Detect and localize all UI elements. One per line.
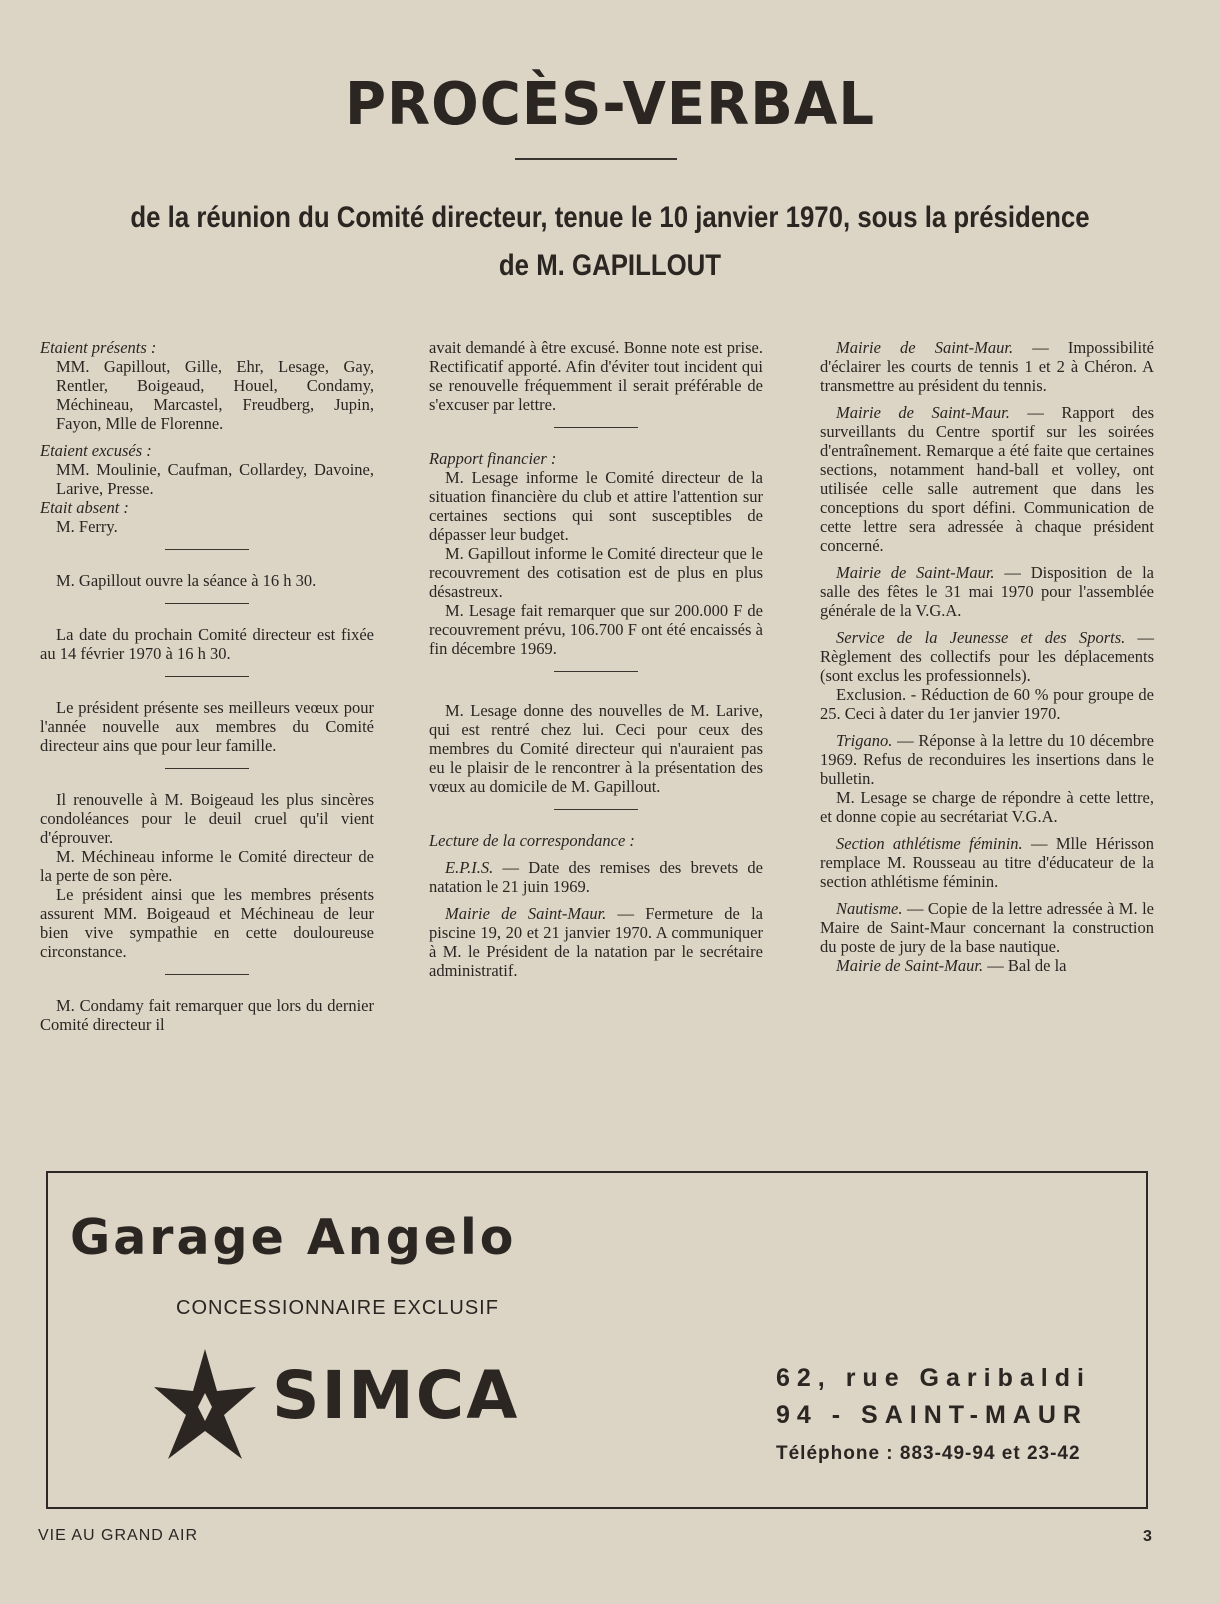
paragraph-condoleances-2: M. Méchineau informe le Comité directeur de la perte de son père. — [40, 847, 374, 885]
page-subtitle: de la réunion du Comité directeur, tenue le 10 janvier 1970, sous la présidence de M. GAPILLOUT — [130, 201, 1090, 282]
footer-publication: VIE AU GRAND AIR — [38, 1527, 199, 1544]
paragraph-ouverture: M. Gapillout ouvre la séance à 16 h 30. — [56, 571, 317, 590]
absent-heading: Etait absent : — [40, 498, 129, 517]
paragraph-rapport-1: M. Lesage informe le Comité directeur de la situation financière du club et attire l'attention sur certaines sections qui sont susceptibles de dépasser leur budget. — [429, 468, 763, 544]
item-mairie-tennis: Mairie de Saint-Maur. — Impossibilité d'éclairer les courts de tennis 1 et 2 à Chéron. A transmettre au président du tennis. — [820, 338, 1154, 395]
paragraph-voeux: Le président présente ses meilleurs veœux pour l'année nouvelle aux membres du Comité directeur ains que pour leur famille. — [40, 698, 374, 755]
section-divider — [165, 549, 249, 550]
paragraph-rapport-3: M. Lesage fait remarquer que sur 200.000 F de recouvrement prévu, 106.700 F ont été encaissés à fin décembre 1969. — [429, 601, 763, 658]
paragraph-larive: M. Lesage donne des nouvelles de M. Larive, qui est rentré chez lui. Ceci pour ceux des membres du Comité directeur qui n'auraient pas eu le plaisir de le rencontrer à la présentation des vœux au domicile de M. Gapillout. — [429, 701, 763, 796]
paragraph-excuse-suite: avait demandé à être excusé. Bonne note est prise. Rectificatif apporté. Afin d'éviter tout incident qui se renouvelle fréquemment il serait préférable de s'excuser par lettre. — [429, 338, 763, 414]
garage-advertisement — [46, 1171, 1148, 1509]
item-mairie-bal: Mairie de Saint-Maur. — Bal de la — [836, 956, 1067, 975]
item-trigano-reponse: M. Lesage se charge de répondre à cette lettre, et donne copie au secrétariat V.G.A. — [820, 788, 1154, 826]
ad-address-line-2: 94 - SAINT-MAUR — [776, 1401, 1088, 1429]
paragraph-prochain-comite: La date du prochain Comité directeur est fixée au 14 février 1970 à 16 h 30. — [40, 625, 374, 663]
section-divider — [165, 676, 249, 677]
ad-garage-name: Garage Angelo — [70, 1209, 517, 1266]
excuses-heading: Etaient excusés : — [40, 441, 152, 460]
rapport-heading: Rapport financier : — [429, 449, 557, 468]
presents-list: MM. Gapillout, Gille, Ehr, Lesage, Gay, Rentler, Boigeaud, Houel, Condamy, Méchineau, Marcastel, Freudberg, Jupin, Fayon, Mlle de Florenne. — [56, 357, 374, 433]
simca-star-logo-icon — [150, 1345, 260, 1465]
text-column-3 — [820, 338, 1154, 975]
item-mairie-centre-sportif: Mairie de Saint-Maur. — Rapport des surveillants du Centre sportif sur les soirées d'entraînement. Remarque a été faite que certaines sections, notamment hand-ball et volley, ont utilisée celle salle autrement que dans les conceptions du sport défini. Communication de cette lettre sera adressée à chaque président concerné. — [820, 403, 1155, 555]
page-title: PROCÈS-VERBAL — [344, 70, 876, 139]
item-exclusion: Exclusion. - Réduction de 60 % pour groupe de 25. Ceci à dater du 1er janvier 1970. — [820, 685, 1154, 723]
page-number: 3 — [1143, 1528, 1152, 1545]
paragraph-rapport-2: M. Gapillout informe le Comité directeur que le recouvrement des cotisation est de plus en plus désastreux. — [429, 544, 763, 601]
ad-brand: SIMCA — [272, 1357, 520, 1434]
ad-subtitle: CONCESSIONNAIRE EXCLUSIF — [176, 1297, 499, 1319]
paragraph-condoleances-3: Le président ainsi que les membres présents assurent MM. Boigeaud et Méchineau de leur bien vive sympathie en cette douloureuse circonstance. — [40, 885, 374, 961]
ad-address-line-1: 62, rue Garibaldi — [776, 1364, 1091, 1392]
section-divider — [554, 671, 638, 672]
correspondance-heading: Lecture de la correspondance : — [429, 831, 635, 850]
section-divider — [165, 603, 249, 604]
text-column-1 — [40, 338, 374, 1034]
ad-phone: Téléphone : 883-49-94 et 23-42 — [776, 1443, 1081, 1464]
absent-list: M. Ferry. — [56, 517, 118, 536]
excuses-list: MM. Moulinie, Caufman, Collardey, Davoine, Larive, Presse. — [56, 460, 374, 498]
presents-heading: Etaient présents : — [40, 338, 157, 357]
item-mairie-piscine: Mairie de Saint-Maur. — Fermeture de la piscine 19, 20 et 21 janvier 1970. A communiquer à M. le Président de la natation par le secrétaire administratif. — [429, 904, 763, 980]
item-nautisme: Nautisme. — Copie de la lettre adressée à M. le Maire de Saint-Maur concernant la construction du poste de jury de la base nautique. — [820, 899, 1154, 956]
item-trigano: Trigano. — Réponse à la lettre du 10 décembre 1969. Refus de reconduires les insertions dans le bulletin. — [820, 731, 1154, 788]
text-column-2 — [429, 338, 763, 980]
item-mairie-salle-fetes: Mairie de Saint-Maur. — Disposition de la salle des fêtes le 31 mai 1970 pour l'assemblée générale de la V.G.A. — [820, 563, 1154, 620]
section-divider — [165, 974, 249, 975]
item-service-jeunesse: Service de la Jeunesse et des Sports. — Règlement des collectifs pour les déplacements (sont exclus les professionnels). — [820, 628, 1154, 685]
item-athletisme: Section athlétisme féminin. — Mlle Hérisson remplace M. Rousseau au titre d'éducateur de la section athlétisme féminin. — [820, 834, 1154, 891]
paragraph-condamy: M. Condamy fait remarquer que lors du dernier Comité directeur il — [40, 996, 374, 1034]
item-epis: E.P.I.S. — Date des remises des brevets de natation le 21 juin 1969. — [429, 858, 763, 896]
title-divider — [515, 158, 677, 160]
paragraph-condoleances-1: Il renouvelle à M. Boigeaud les plus sincères condoléances pour le deuil cruel qu'il vient d'éprouver. — [40, 790, 374, 847]
section-divider — [554, 809, 638, 810]
section-divider — [165, 768, 249, 769]
section-divider — [554, 427, 638, 428]
